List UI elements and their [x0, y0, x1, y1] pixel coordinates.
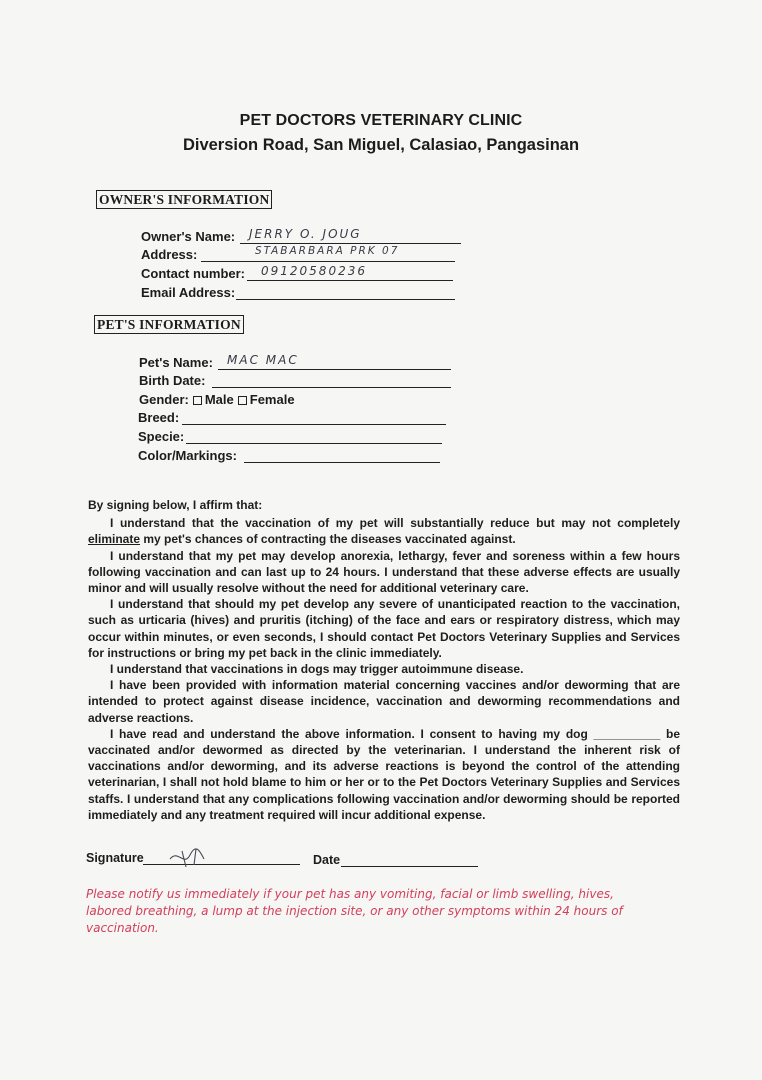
consent-p1-after: my pet's chances of contracting the diseases vaccinated against.: [140, 532, 516, 547]
color-markings-label: Color/Markings:: [138, 448, 237, 463]
consent-text: [88, 497, 680, 823]
consent-paragraph-6: I have read and understand the above information. I consent to having my dog __________ be vaccinated and/or dewormed as directed by the veterinarian. I understand the inherent risk of vaccinations and/or deworming, and its adverse reactions is beyond the control of the attending veterinarian, I shall not hold blame to him or her or to the Pet Doctors Veterinary Supplies and Services staffs. I understand that any complications following vaccination and/or deworming should be reported immediately and any treatment required will incur additional expense.: [88, 726, 680, 822]
post-vaccination-note: Please notify us immediately if your pet has any vomiting, facial or limb swelling, hives, labored breathing, a lump at the injection site, or any other symptoms within 24 hours of vaccination.: [86, 887, 623, 935]
date-line[interactable]: [341, 866, 478, 867]
gender-male-label: Male: [204, 392, 234, 407]
owner-contact-label: Contact number:: [141, 266, 245, 281]
pet-name-label: Pet's Name:: [139, 355, 213, 370]
specie-row: [138, 429, 442, 447]
owner-name-label: Owner's Name:: [141, 229, 236, 244]
owner-contact-value[interactable]: 09120580236: [261, 264, 367, 278]
consent-paragraph-1: [88, 515, 680, 547]
signature-scribble: [166, 845, 216, 869]
pet-name-value[interactable]: MAC MAC: [227, 353, 299, 367]
gender-row: [139, 392, 339, 410]
pet-name-line: [218, 369, 451, 370]
owner-email-row: [141, 285, 455, 303]
owner-address-label: Address:: [141, 247, 198, 262]
consent-p1-underlined: eliminate: [88, 532, 141, 547]
breed-label: Breed:: [138, 410, 180, 425]
specie-line: [186, 443, 442, 444]
clinic-name: PET DOCTORS VETERINARY CLINIC: [239, 112, 523, 129]
consent-paragraph-3: I understand that should my pet develop any severe of unanticipated reaction to the vaccination, such as urticaria (hives) and pruritis (itching) of the face and ears or respiratory distress, which may occur within minutes, or even seconds, I should contact Pet Doctors Veterinary Supplies and Services for instructions or bring my pet back in the clinic immediately.: [88, 597, 680, 660]
birth-date-line: [212, 387, 451, 388]
color-markings-row: [138, 448, 440, 466]
male-checkbox[interactable]: [193, 396, 202, 405]
pet-name-row: [139, 355, 451, 373]
color-markings-line: [244, 462, 440, 463]
clinic-address: Diversion Road, San Miguel, Calasiao, Pangasinan: [182, 136, 580, 154]
owner-name-line: [240, 243, 461, 244]
owner-section-title: OWNER'S INFORMATION: [96, 190, 272, 209]
consent-p1-before: I understand that the vaccination of my pet will substantially reduce but may not completely: [110, 516, 680, 531]
owner-contact-row: [141, 266, 453, 284]
consent-paragraph-5: I have been provided with information material concerning vaccines and/or deworming that are intended to protect against disease incidence, vaccination and deworming recommendations and adverse reactions.: [88, 678, 680, 725]
owner-email-line: [236, 299, 455, 300]
owner-address-row: [141, 247, 455, 265]
consent-paragraph-2: I understand that my pet may develop anorexia, lethargy, fever and soreness within a few hours following vaccination and can last up to 24 hours. I understand that these adverse effects are usually minor and will usually resolve without the need for additional veterinary care.: [88, 548, 680, 596]
owner-contact-line: [247, 280, 453, 281]
female-checkbox[interactable]: [238, 396, 247, 405]
breed-row: [138, 410, 446, 428]
specie-label: Specie:: [138, 429, 185, 444]
consent-paragraph-4: I understand that vaccinations in dogs may trigger autoimmune disease.: [110, 662, 524, 677]
date-row: [313, 853, 478, 867]
gender-label: Gender:: [139, 392, 189, 407]
consent-intro: By signing below, I affirm that:: [88, 498, 263, 512]
birth-date-label: Birth Date:: [139, 373, 206, 388]
gender-female-label: Female: [249, 392, 295, 407]
owner-address-value[interactable]: STABARBARA PRK 07: [255, 245, 400, 257]
owner-email-label: Email Address:: [141, 285, 236, 300]
birth-date-row: [139, 373, 451, 391]
date-label: Date: [313, 853, 341, 867]
breed-line: [182, 424, 446, 425]
owner-name-value[interactable]: JERRY O. JOUG: [249, 227, 362, 241]
signature-label: Signature: [86, 851, 144, 865]
owner-address-line: [201, 261, 455, 262]
pet-section-title: PET'S INFORMATION: [94, 315, 244, 334]
signature-row: [86, 851, 300, 865]
